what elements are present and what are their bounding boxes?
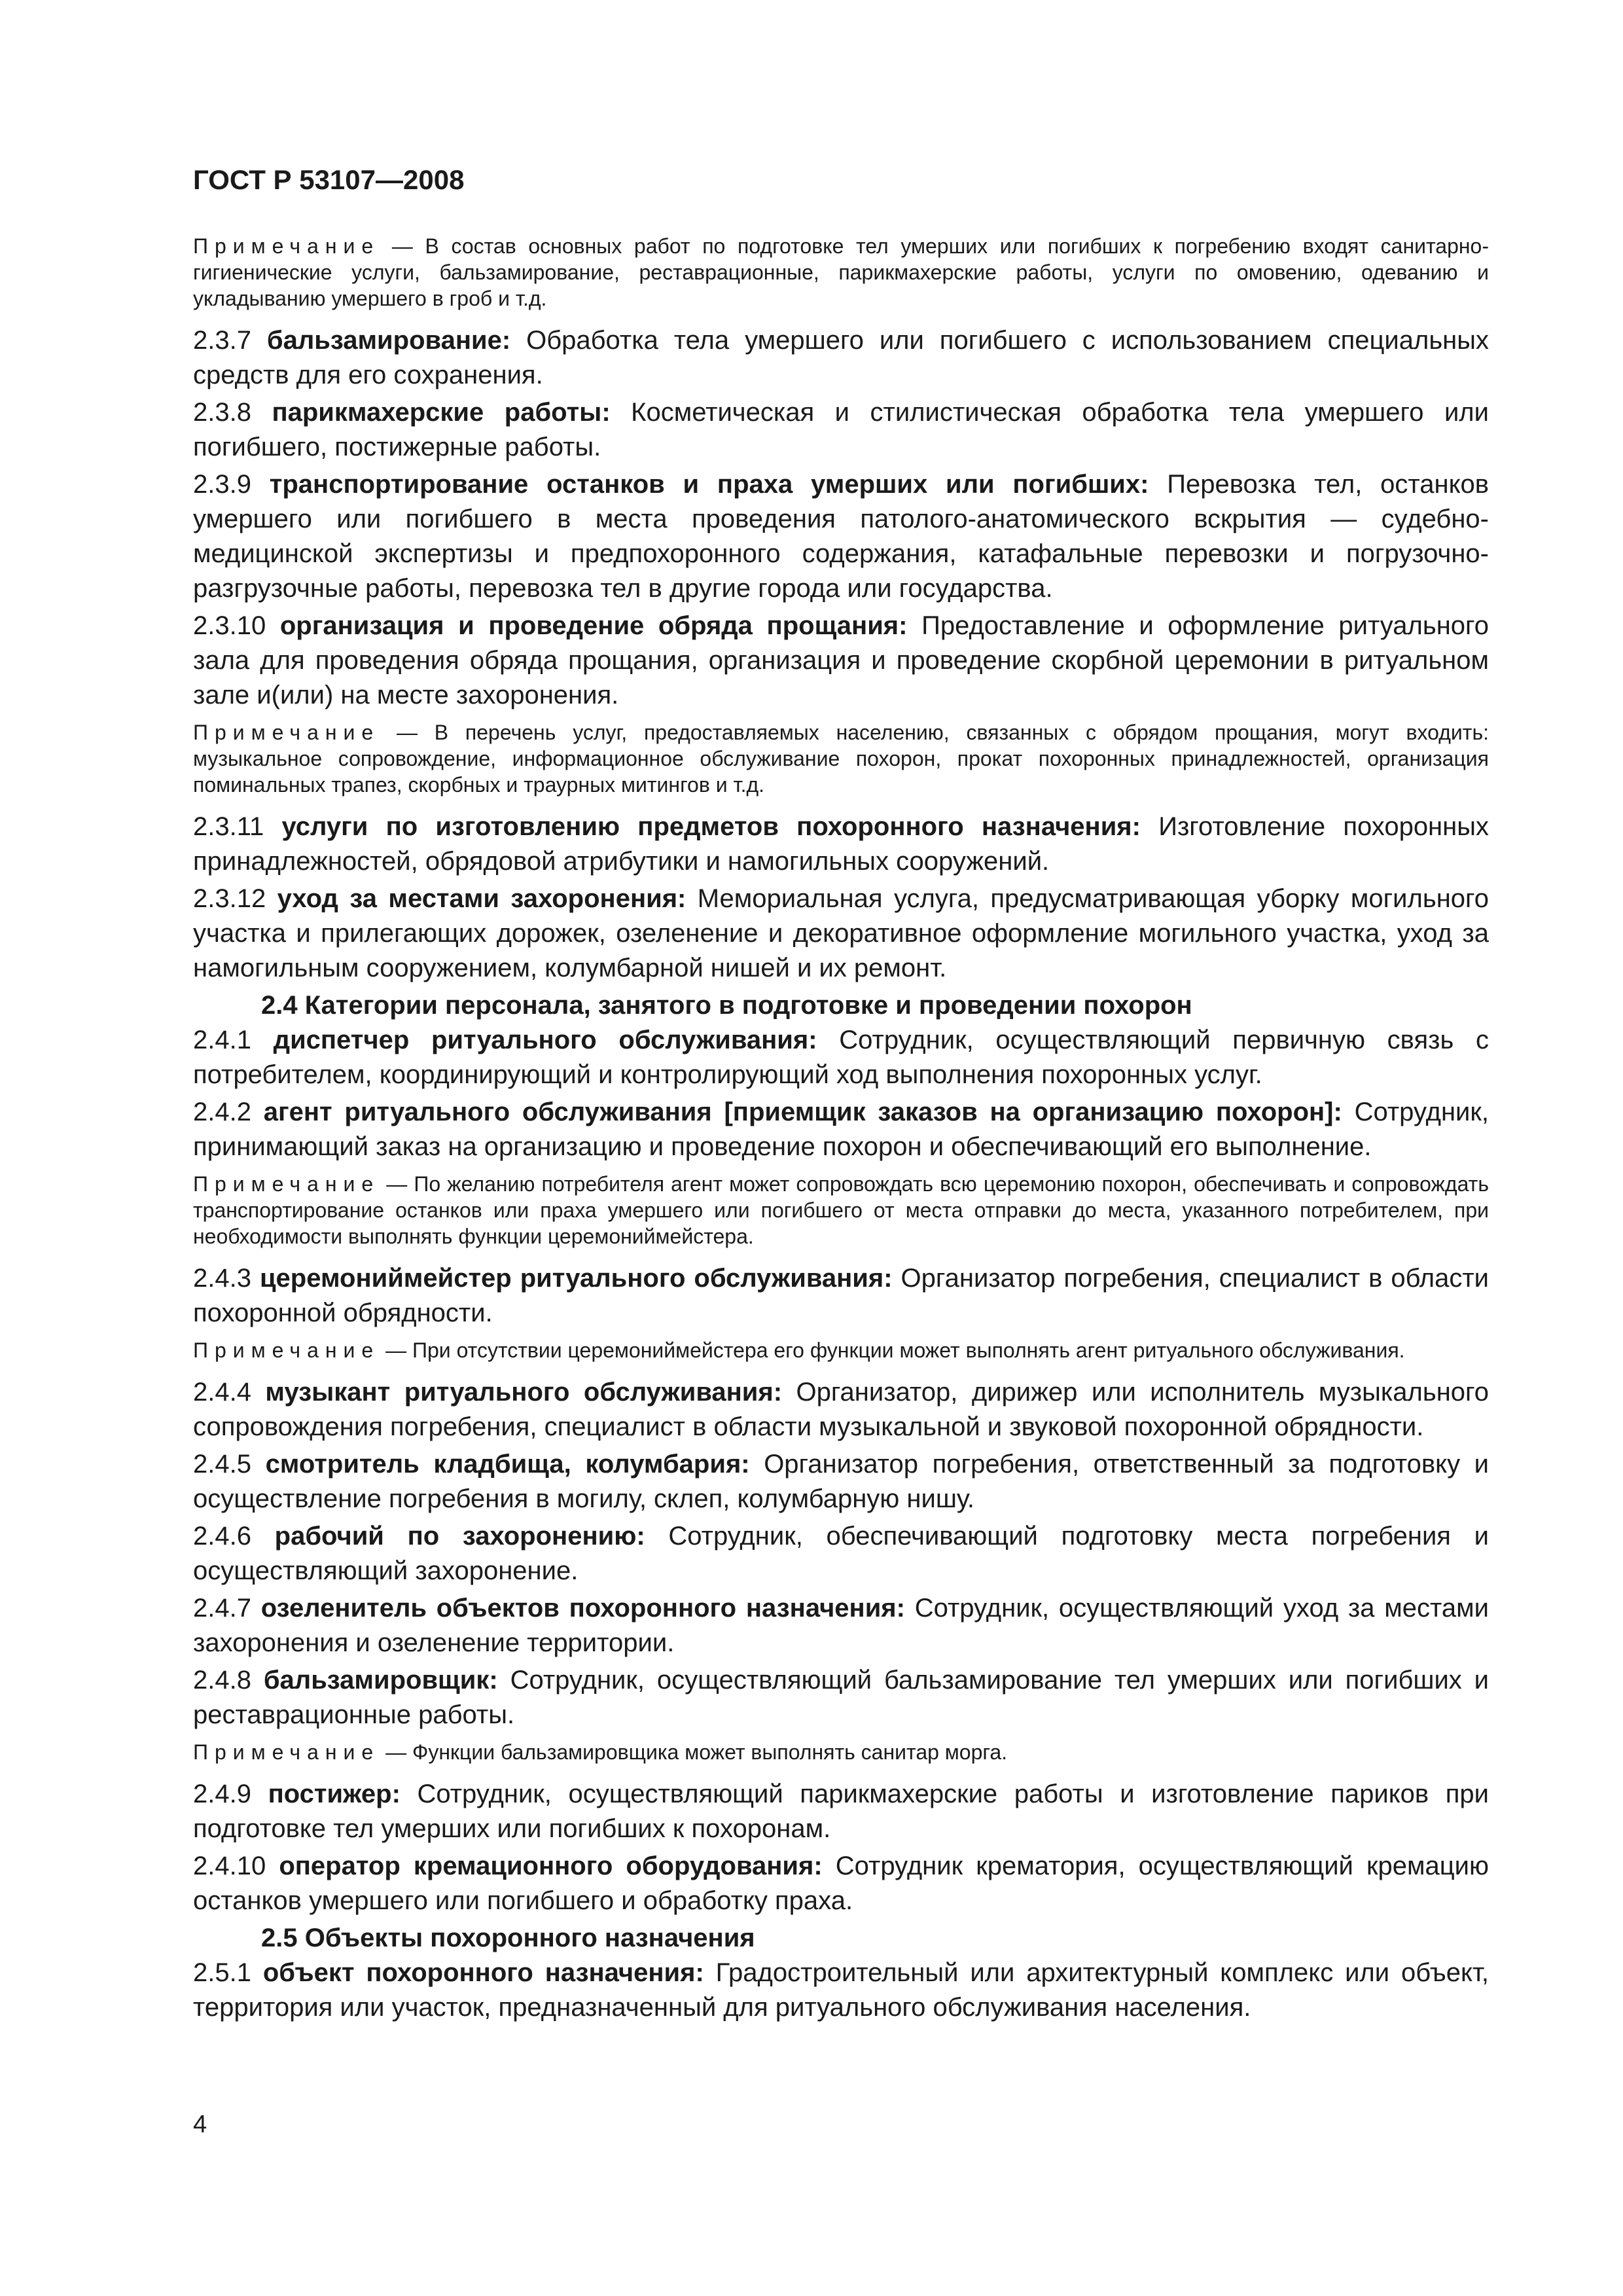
- clause-number: 2.3.10: [193, 611, 280, 640]
- clause-definition: Организатор погребения, ответственный за подготовку и осуществление погребения в могилу, склеп, колумбарную нишу.: [193, 1450, 1489, 1513]
- clause-2-4-7: [193, 1591, 1489, 1660]
- clause-definition: Сотрудник крематория, осуществляющий кремацию останков умершего или погибшего и обработку праха.: [193, 1852, 1489, 1915]
- clause-term: церемониймейстер ритуального обслуживания:: [259, 1264, 893, 1293]
- clause-2-4-9: [193, 1777, 1489, 1846]
- clause-number: 2.3.9: [193, 470, 270, 499]
- clause-definition: Предоставление и оформление ритуального зала для проведения обряда прощания, организация и проведение скорбной церемонии в ритуальном зале и(или) на месте захоронения.: [193, 611, 1489, 709]
- clause-2-4-1: [193, 1023, 1489, 1092]
- clause-2-3-10: [193, 609, 1489, 713]
- clause-term: объект похоронного назначения:: [262, 1958, 704, 1987]
- clause-definition: Мемориальная услуга, предусматривающая уборку могильного участка и прилегающих дорожек, озеленение и декоративное оформление могильного участка, уход за намогильным сооружением, колумбарной нишей и их ремонт.: [193, 884, 1489, 982]
- clause-number: 2.4.8: [193, 1666, 264, 1695]
- note-ceremony-master: [193, 1337, 1489, 1363]
- document-page: [193, 164, 1489, 2028]
- note-text: — Функции бальзамировщика может выполнять санитар морга.: [380, 1740, 1008, 1764]
- clause-definition: Косметическая и стилистическая обработка тела умершего или погибшего, постижерные работы.: [193, 398, 1489, 461]
- clause-term: бальзамирование:: [266, 326, 511, 355]
- clause-number: 2.4.4: [193, 1378, 266, 1407]
- clause-term: смотритель кладбища, колумбария:: [265, 1450, 750, 1479]
- clause-2-4-2: [193, 1095, 1489, 1164]
- clause-definition: Сотрудник, осуществляющий парикмахерские работы и изготовление париков при подготовке тел умерших или погибших к похоронам.: [193, 1780, 1489, 1843]
- clause-definition: Перевозка тел, останков умершего или погибшего в места проведения патолого-анатомического вскрытия — судебно-медицинской экспертизы и предпохоронного содержания, катафальные перевозки и погрузочно-разгрузочные работы, перевозка тел в другие города или государства.: [193, 470, 1489, 603]
- clause-number: 2.3.12: [193, 884, 277, 913]
- clause-definition: Изготовление похоронных принадлежностей, обрядовой атрибутики и намогильных сооружений.: [193, 812, 1489, 876]
- note-embalmer: [193, 1739, 1489, 1765]
- clause-2-4-8: [193, 1663, 1489, 1732]
- clause-definition: Организатор, дирижер или исполнитель музыкального сопровождения погребения, специалист в области музыкальной и звуковой похоронной обрядности.: [193, 1378, 1489, 1441]
- clause-term: диспетчер ритуального обслуживания:: [273, 1026, 817, 1054]
- note-farewell-services: [193, 719, 1489, 798]
- clause-2-3-11: [193, 810, 1489, 879]
- clause-definition: Сотрудник, осуществляющий уход за местами захоронения и озеленение территории.: [193, 1594, 1489, 1657]
- clause-2-4-5: [193, 1447, 1489, 1516]
- clause-number: 2.4.6: [193, 1522, 275, 1551]
- note-text: — В состав основных работ по подготовке тел умерших или погибших к погребению входят санитарно-гигиенические услуги, бальзамирование, реставрационные, парикмахерские работы, услуги по омовению, одеванию и укладыванию умершего в гроб и т.д.: [193, 234, 1489, 310]
- clause-number: 2.4.10: [193, 1852, 279, 1880]
- clause-term: агент ритуального обслуживания [приемщик заказов на организацию похорон]:: [263, 1098, 1342, 1126]
- clause-number: 2.4.9: [193, 1780, 268, 1808]
- clause-number: 2.5.1: [193, 1958, 263, 1987]
- clause-term: рабочий по захоронению:: [274, 1522, 645, 1551]
- clause-term: организация и проведение обряда прощания:: [279, 611, 908, 640]
- clause-term: постижер:: [268, 1780, 401, 1808]
- clause-number: 2.4.2: [193, 1098, 264, 1126]
- clause-definition: Обработка тела умершего или погибшего с использованием специальных средств для его сохранения.: [193, 326, 1489, 389]
- clause-definition: Сотрудник, осуществляющий первичную связь с потребителем, координирующий и контролирующий ход выполнения похоронных услуг.: [193, 1026, 1489, 1089]
- clause-term: транспортирование останков и праха умерших или погибших:: [269, 470, 1149, 499]
- note-text: — В перечень услуг, предоставляемых населению, связанных с обрядом прощания, могут входить: музыкальное сопровождение, информационное обслуживание похорон, прокат похоронных принадлежностей, организация поминальных трапез, скорбных и траурных митингов и т.д.: [193, 721, 1489, 797]
- clause-definition: Градостроительный или архитектурный комплекс или объект, территория или участок, предназначенный для ритуального обслуживания населения.: [193, 1958, 1489, 2022]
- clause-2-4-6: [193, 1519, 1489, 1588]
- clause-definition: Организатор погребения, специалист в области похоронной обрядности.: [193, 1264, 1489, 1327]
- clause-term: уход за местами захоронения:: [277, 884, 687, 913]
- clause-term: услуги по изготовлению предметов похоронного назначения:: [281, 812, 1141, 841]
- note-label: Примечание: [193, 1172, 380, 1196]
- clause-2-3-12: [193, 882, 1489, 986]
- clause-definition: Сотрудник, принимающий заказ на организацию и проведение похорон и обеспечивающий его выполнение.: [193, 1098, 1489, 1161]
- section-title-2-4: 2.4 Категории персонала, занятого в подготовке и проведении похорон: [261, 991, 1192, 1020]
- clause-term: оператор кремационного оборудования:: [279, 1852, 823, 1880]
- clause-number: 2.4.7: [193, 1594, 261, 1623]
- clause-definition: Сотрудник, осуществляющий бальзамирование тел умерших или погибших и реставрационные работы.: [193, 1666, 1489, 1729]
- note-label: Примечание: [193, 721, 380, 744]
- clause-number: 2.4.5: [193, 1450, 266, 1479]
- clause-2-4-3: [193, 1261, 1489, 1331]
- note-label: Примечание: [193, 234, 380, 258]
- clause-term: озеленитель объектов похоронного назначения:: [260, 1594, 905, 1623]
- note-label: Примечание: [193, 1740, 380, 1764]
- clause-2-4-4: [193, 1375, 1489, 1444]
- section-title-2-5: 2.5 Объекты похоронного назначения: [261, 1924, 755, 1952]
- note-agent-duties: [193, 1171, 1489, 1249]
- clause-2-5-1: [193, 1956, 1489, 2025]
- note-basic-works: [193, 233, 1489, 312]
- note-text: — При отсутствии церемониймейстера его функции может выполнять агент ритуального обслуживания.: [380, 1338, 1405, 1362]
- document-header: ГОСТ Р 53107—2008: [193, 164, 465, 195]
- clause-2-3-7: [193, 323, 1489, 393]
- note-text: — По желанию потребителя агент может сопровождать всю церемонию похорон, обеспечивать и сопровождать транспортирование останков или праха умершего или погибшего от места отправки до места, указанного потребителем, при необходимости выполнять функции церемониймейстера.: [193, 1172, 1489, 1248]
- clause-number: 2.4.3: [193, 1264, 260, 1293]
- clause-term: бальзамировщик:: [263, 1666, 498, 1695]
- clause-2-3-8: [193, 395, 1489, 465]
- clause-number: 2.4.1: [193, 1026, 274, 1054]
- page-number: 4: [193, 2111, 207, 2138]
- clause-2-3-9: [193, 467, 1489, 606]
- clause-definition: Сотрудник, обеспечивающий подготовку места погребения и осуществляющий захоронение.: [193, 1522, 1489, 1585]
- clause-term: музыкант ритуального обслуживания:: [265, 1378, 783, 1407]
- clause-number: 2.3.11: [193, 812, 282, 841]
- clause-number: 2.3.7: [193, 326, 267, 355]
- clause-term: парикмахерские работы:: [272, 398, 611, 427]
- clause-number: 2.3.8: [193, 398, 272, 427]
- clause-2-4-10: [193, 1849, 1489, 1918]
- note-label: Примечание: [193, 1338, 380, 1362]
